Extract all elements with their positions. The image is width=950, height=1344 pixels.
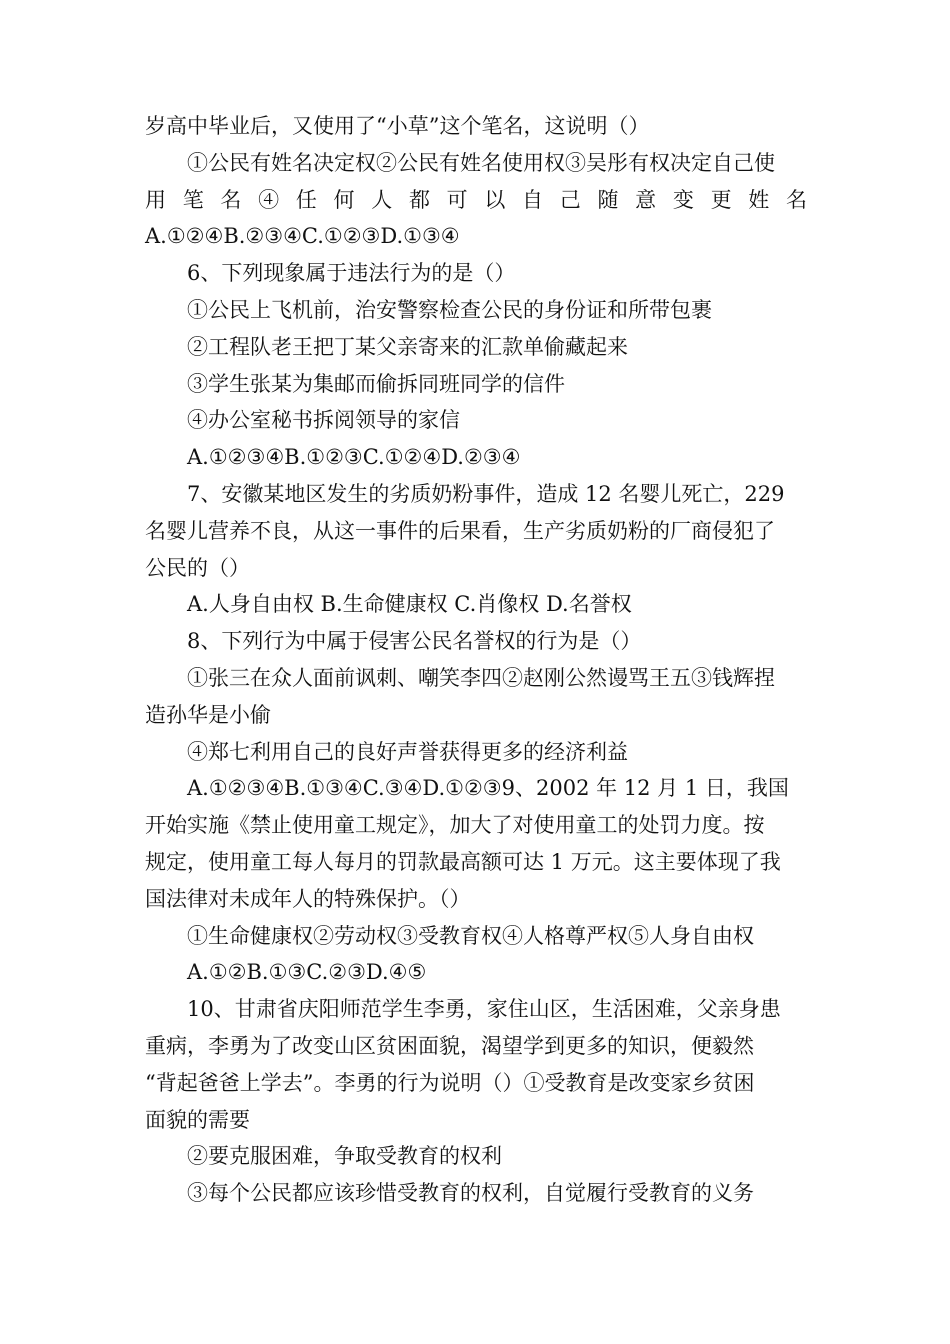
text-line: ①生命健康权②劳动权③受教育权④人格尊严权⑤人身自由权	[187, 923, 754, 948]
text-line: 岁高中毕业后，又使用了“小草”这个笔名，这说明（）	[145, 114, 650, 138]
text-line: 8、下列行为中属于侵害公民名誉权的行为是（）	[187, 629, 642, 654]
text-line: “背起爸爸上学去”。李勇的行为说明（）①受教育是改变家乡贫困	[145, 1070, 755, 1095]
text-line: 10、甘肃省庆阳师范学生李勇，家住山区，生活困难，父亲身患	[187, 997, 781, 1022]
text-line: ③学生张某为集邮而偷拆同班同学的信件	[187, 371, 565, 396]
text-line: ④郑七利用自己的良好声誉获得更多的经济利益	[187, 739, 628, 764]
text-line: 面貌的需要	[145, 1107, 250, 1132]
text-line: ④办公室秘书拆阅领导的家信	[187, 408, 460, 433]
text-line: ①张三在众人面前讽刺、嘲笑李四②赵刚公然谩骂王五③钱辉捏	[187, 665, 775, 690]
text-line: 用 笔 名 ④ 任 何 人 都 可 以 自 己 随 意 变 更 姓 名	[145, 187, 807, 212]
text-line: A.人身自由权 B.生命健康权 C.肖像权 D.名誉权	[187, 592, 632, 617]
text-line: ②要克服困难，争取受教育的权利	[187, 1144, 502, 1169]
text-line: ③每个公民都应该珍惜受教育的权利，自觉履行受教育的义务	[187, 1181, 754, 1206]
text-line: 7、安徽某地区发生的劣质奶粉事件，造成 12 名婴儿死亡，229	[187, 481, 785, 506]
text-line: A.①②③④B.①②③C.①②④D.②③④	[187, 445, 521, 470]
text-line: 国法律对未成年人的特殊保护。（）	[145, 886, 471, 911]
text-line: 重病，李勇为了改变山区贫困面貌，渴望学到更多的知识，便毅然	[145, 1033, 754, 1058]
text-line: A.①②④B.②③④C.①②③D.①③④	[145, 224, 460, 249]
text-line: 开始实施《禁止使用童工规定》，加大了对使用童工的处罚力度。按	[145, 813, 765, 838]
text-line: A.①②③④B.①③④C.③④D.①②③9、2002 年 12 月 1 日，我国	[187, 776, 789, 801]
text-line: A.①②B.①③C.②③D.④⑤	[187, 960, 427, 985]
text-line: 规定，使用童工每人每月的罚款最高额可达 1 万元。这主要体现了我	[145, 849, 781, 874]
text-line: ①公民上飞机前，治安警察检查公民的身份证和所带包裹	[187, 297, 712, 322]
text-line: ①公民有姓名决定权②公民有姓名使用权③吴彤有权决定自己使	[187, 150, 775, 175]
document-page	[145, 108, 807, 1212]
text-line: 名婴儿营养不良，从这一事件的后果看，生产劣质奶粉的厂商侵犯了	[145, 518, 775, 543]
text-line: 公民的（）	[145, 555, 250, 580]
text-line: 造孙华是小偷	[145, 702, 271, 727]
text-line: 6、下列现象属于违法行为的是（）	[187, 261, 516, 286]
text-line: ②工程队老王把丁某父亲寄来的汇款单偷藏起来	[187, 334, 628, 359]
